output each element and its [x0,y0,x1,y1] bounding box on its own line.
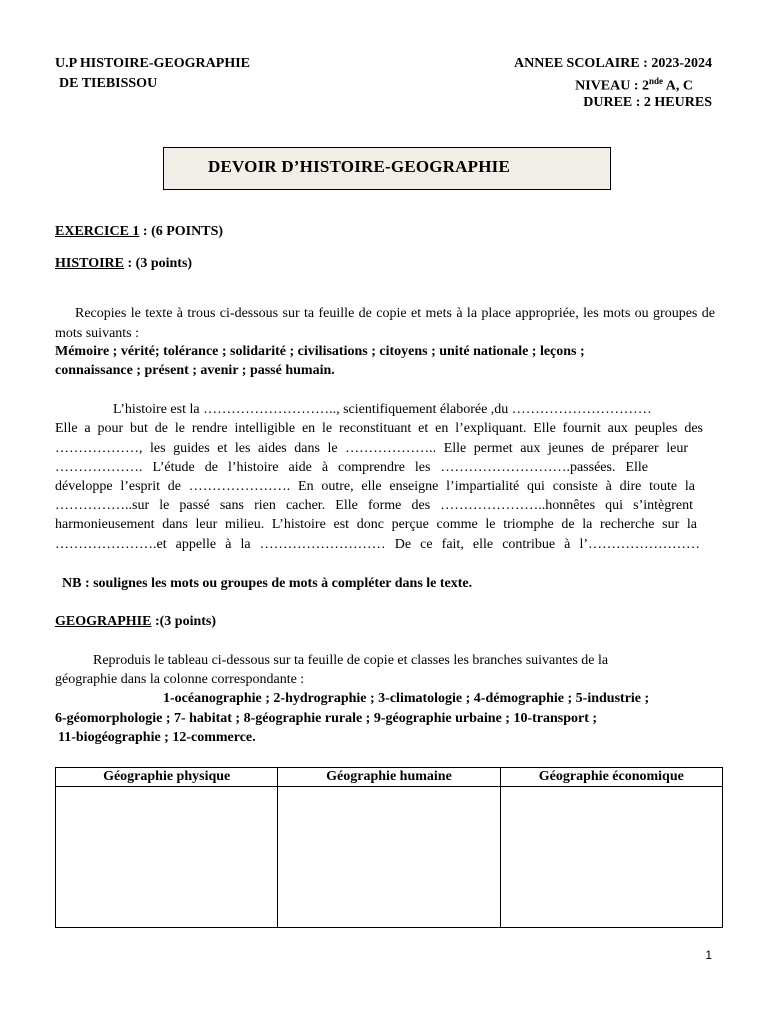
text-line: Elle a pour but de le rendre intelligible en le reconstituant et en l’expliquant. Elle fournit aux peuples des [55,421,703,436]
geographie-instruction-line-2: géographie dans la colonne correspondante : [55,672,305,687]
column-header-physique: Géographie physique [56,768,278,787]
page-number: 1 [705,948,712,962]
duration: DUREE : 2 HEURES [583,95,712,110]
histoire-label: HISTOIRE [55,256,124,271]
text-line: ……………..sur le passé sans rien cacher. Elle forme des …………………..honnêtes qui s’intègrent [55,498,693,513]
geographie-branches-line-3: 11-biogéographie ; 12-commerce. [58,730,256,745]
level-sup: nde [649,76,664,86]
histoire-nb: NB : soulignes les mots ou groupes de mots à compléter dans le texte. [62,576,473,591]
geographie-branches-line-2: 6-géomorphologie ; 7- habitat ; 8-géographie rurale ; 9-géographie urbaine ; 10-transport ; [55,711,598,726]
table-cell-humaine [278,787,500,928]
table-cell-economique [500,787,722,928]
table-row [56,787,723,928]
geographie-points: :(3 points) [151,614,217,629]
text-line: harmonieusement dans leur milieu. L’histoire est donc perçue comme le triomphe de la recherche sur la [55,517,697,532]
histoire-words-line-1: Mémoire ; vérité; tolérance ; solidarité ; civilisations ; citoyens ; unité nationale ; leçons ; [55,344,585,359]
page-title: DEVOIR D’HISTOIRE-GEOGRAPHIE [208,157,511,176]
histoire-instruction: Recopies le texte à trous ci-dessous sur ta feuille de copie et mets à la place appropriée, les mots ou groupes de mots suivants : [55,306,715,341]
level-prefix: NIVEAU : 2 [575,78,650,94]
exercise-1-points: : (6 POINTS) [139,224,224,239]
histoire-heading [55,256,192,272]
column-header-economique: Géographie économique [500,768,722,787]
text-line: développe l’esprit de …………………. En outre, elle enseigne l’impartialité qui consiste à dire toute la [55,479,695,494]
geographie-table [55,767,723,928]
geographie-heading [55,614,216,630]
text-line: L’histoire est la ……………………….., scientifiquement élaborée ,du ………………………… [113,402,652,417]
school-year: ANNEE SCOLAIRE : 2023-2024 [514,56,712,71]
text-line: ………………. L’étude de l’histoire aide à comprendre les ……………………….passées. Elle [55,460,648,475]
geographie-instruction-line-1: Reproduis le tableau ci-dessous sur ta feuille de copie et classes les branches suivantes de la [93,653,609,668]
school-location: DE TIEBISSOU [59,76,158,91]
text-line: ………………….et appelle à la ……………………… De ce fait, elle contribue à l’…………………… [55,537,700,552]
histoire-points: : (3 points) [124,256,193,271]
table-header-row [56,768,723,787]
school-name: U.P HISTOIRE-GEOGRAPHIE [55,56,251,71]
exercise-1-heading [55,224,223,240]
column-header-humaine: Géographie humaine [278,768,500,787]
geographie-label: GEOGRAPHIE [55,614,152,629]
exercise-1-label: EXERCICE 1 [55,224,140,239]
text-line: ………………, les guides et les aides dans le ……………….. Elle permet aux jeunes de préparer leur [55,441,688,456]
table-cell-physique [56,787,278,928]
geographie-branches-line-1: 1-océanographie ; 2-hydrographie ; 3-climatologie ; 4-démographie ; 5-industrie ; [163,691,650,706]
level-suffix: A, C [663,78,693,94]
title-box [163,147,611,190]
level [575,76,693,95]
histoire-words-line-2: connaissance ; présent ; avenir ; passé humain. [55,363,335,378]
